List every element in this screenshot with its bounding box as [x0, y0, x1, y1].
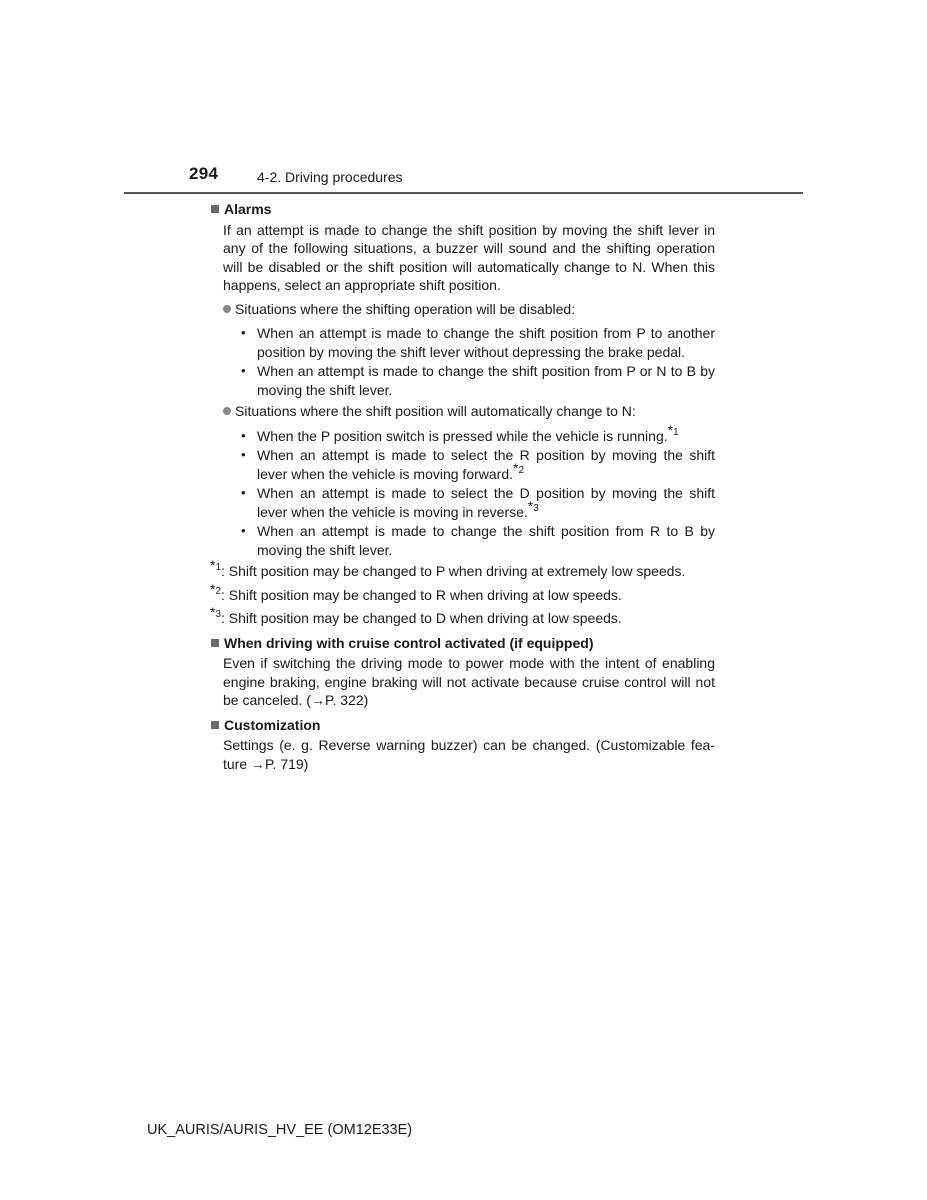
footnote: $^{*3}$: Shift position may be changed to D when driving at low speeds.	[210, 604, 622, 626]
dot-bullet-icon: •	[241, 427, 246, 443]
footnote-mark: *2	[210, 580, 222, 597]
footnote-ref: *2	[513, 459, 525, 476]
dot-bullet-icon: •	[241, 447, 246, 462]
auto-n-situations-text: Situations where the shift position will automatically change to N:	[235, 403, 636, 419]
header-divider	[124, 192, 803, 194]
circle-bullet-icon	[223, 305, 231, 313]
footnotes	[197, 557, 715, 628]
square-bullet-icon	[211, 205, 219, 213]
footnote-ref: *1	[667, 421, 679, 438]
footnote: $^{*2}$: Shift position may be changed to R when driving at low speeds.	[210, 580, 622, 603]
page-content	[210, 200, 715, 778]
square-bullet-icon	[211, 639, 219, 647]
dot-bullet-icon: •	[241, 325, 246, 340]
cruise-heading	[210, 634, 715, 653]
disabled-situations-title	[223, 300, 715, 319]
alarms-heading-text: Alarms	[224, 201, 272, 217]
dot-bullet-icon: •	[241, 363, 246, 378]
list-item-text: When an attempt is made to change the shift position from P or N to B by moving the shift lever.	[257, 363, 715, 398]
footer-doc-id: UK_AURIS/AURIS_HV_EE (OM12E33E)	[147, 1122, 413, 1138]
dot-bullet-icon: •	[241, 485, 246, 500]
square-bullet-icon	[211, 721, 219, 729]
cruise-text: Even if switching the driving mode to power mode with the intent of enabling engine braking, engine braking will not activate because cruise control will not be canceled. (→P. 322)	[223, 655, 715, 708]
list-item	[241, 362, 715, 399]
alarms-heading	[210, 200, 715, 219]
list-item-text: When an attempt is made to select the R position by moving the shift lever when the vehicle is moving forward.$^{*2}$	[257, 447, 715, 482]
disabled-situations-text: Situations where the shifting operation will be disabled:	[235, 300, 576, 317]
footnote: $^{*1}$: Shift position may be changed to P when driving at extremely low speeds.	[210, 557, 686, 579]
customization-heading	[210, 716, 715, 735]
dot-bullet-icon: •	[241, 523, 246, 538]
circle-bullet-icon	[223, 407, 231, 415]
list-item	[241, 484, 715, 521]
footnote-ref: *3	[527, 497, 539, 514]
auto-n-situations-title	[223, 402, 715, 421]
list-item-text: When an attempt is made to change the shift position from R to B by moving the shift lever.	[257, 523, 715, 558]
list-item	[241, 522, 715, 559]
list-item	[241, 421, 715, 446]
list-item-text: When the P position switch is pressed while the vehicle is running.$^{*1}$	[257, 421, 679, 444]
customization-text: Settings (e. g. Reverse warning buzzer) can be changed. (Customizable fea-ture →P. 719)	[223, 737, 715, 772]
list-item	[241, 324, 715, 361]
auto-n-situations-list	[241, 421, 715, 560]
section-title: 4-2. Driving procedures	[257, 169, 403, 185]
footnote-mark: *3	[210, 604, 222, 620]
customization-heading-text: Customization	[224, 716, 321, 733]
list-item-text: When an attempt is made to select the D position by moving the shift lever when the vehicle is moving in reverse.$^{*3}$	[257, 485, 715, 520]
cruise-heading-text: When driving with cruise control activated (if equipped)	[224, 634, 594, 651]
footnote-mark: *1	[210, 557, 222, 573]
alarms-intro: If an attempt is made to change the shift position by moving the shift lever in any of the following situations, a buzzer will sound and the shifting operation will be disabled or the shift position will automatically change to N. When this happens, select an appropriate shift position.	[223, 221, 715, 293]
list-item	[241, 446, 715, 483]
list-item-text: When an attempt is made to change the shift position from P to another position by moving the shift lever without depressing the brake pedal.	[257, 325, 715, 360]
page-number: 294	[189, 164, 219, 183]
disabled-situations-list	[241, 324, 715, 399]
